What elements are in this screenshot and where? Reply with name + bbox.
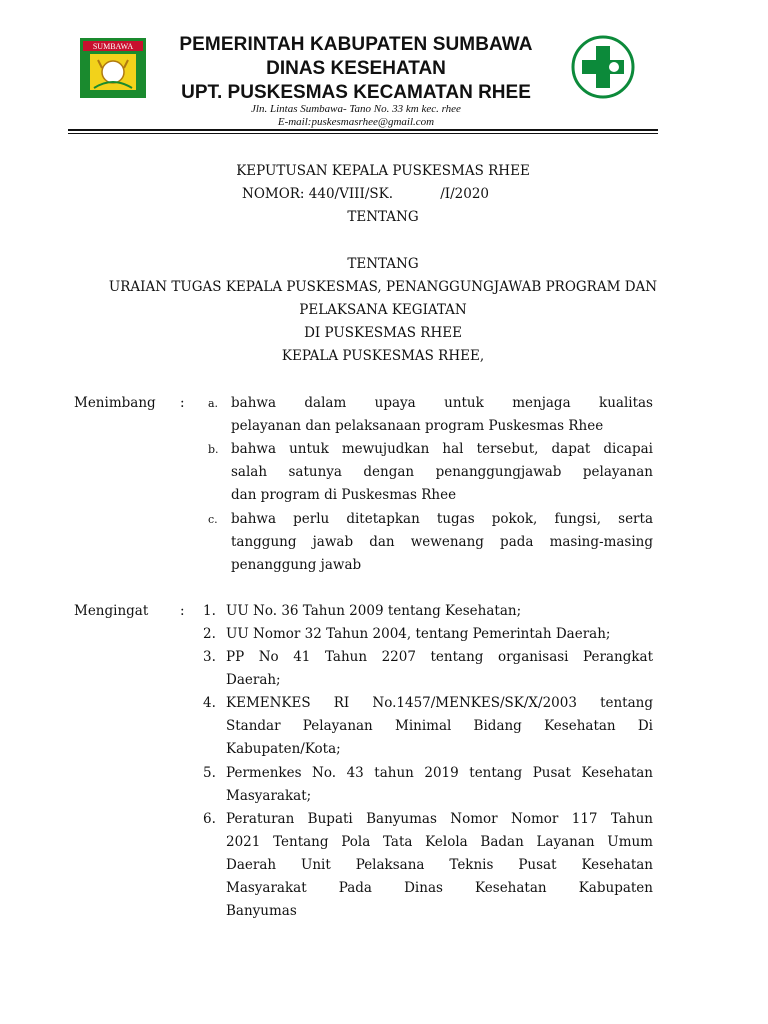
mengingat-line: UU Nomor 32 Tahun 2004, tentang Pemerintah Daerah; — [226, 626, 611, 642]
decree-subject-line-3: DI PUSKESMAS RHEE — [304, 325, 462, 341]
menimbang-line: bahwa perlu ditetapkan tugas pokok, fungsi, serta — [231, 511, 653, 527]
header-unit: UPT. PUSKESMAS KECAMATAN RHEE — [181, 82, 531, 103]
mengingat-line: Daerah; — [226, 672, 281, 688]
mengingat-marker: 6. — [203, 811, 216, 827]
mengingat-line: UU No. 36 Tahun 2009 tentang Kesehatan; — [226, 603, 522, 619]
decree-issuer: KEPALA PUSKESMAS RHEE, — [281, 348, 485, 364]
mengingat-marker: 2. — [203, 626, 216, 642]
mengingat-colon: : — [180, 603, 185, 619]
mengingat-marker: 1. — [203, 603, 216, 619]
menimbang-marker: c. — [208, 513, 218, 526]
green-cross-icon — [570, 34, 636, 100]
mengingat-marker: 4. — [203, 695, 216, 711]
sumbawa-regency-logo — [80, 38, 146, 98]
mengingat-marker: 5. — [203, 765, 216, 781]
decree-title: KEPUTUSAN KEPALA PUSKESMAS RHEE — [236, 163, 530, 179]
mengingat-label: Mengingat — [74, 603, 149, 619]
mengingat-line: KEMENKES RI No.1457/MENKES/SK/X/2003 tentang — [226, 695, 653, 711]
menimbang-marker: a. — [208, 397, 219, 410]
mengingat-line: PP No 41 Tahun 2207 tentang organisasi Perangkat — [226, 649, 653, 665]
header-government: PEMERINTAH KABUPATEN SUMBAWA — [179, 34, 533, 55]
header-divider — [68, 129, 658, 131]
mengingat-line: 2021 Tentang Pola Tata Kelola Badan Layanan Umum — [226, 834, 653, 850]
mengingat-line: Masyarakat Pada Dinas Kesehatan Kabupaten — [226, 880, 653, 896]
mengingat-marker: 3. — [203, 649, 216, 665]
menimbang-colon: : — [180, 395, 185, 411]
menimbang-line: dan program di Puskesmas Rhee — [231, 487, 457, 503]
mengingat-line: Kabupaten/Kota; — [226, 741, 341, 757]
menimbang-line: penanggung jawab — [231, 557, 362, 573]
header-department: DINAS KESEHATAN — [266, 58, 446, 79]
decree-about-2: TENTANG — [347, 256, 419, 272]
menimbang-line: pelayanan dan pelaksanaan program Puskesmas Rhee — [231, 418, 604, 434]
mengingat-line: Daerah Unit Pelaksana Teknis Pusat Kesehatan — [226, 857, 653, 873]
mengingat-line: Banyumas — [226, 903, 297, 919]
menimbang-line: salah satunya dengan penanggungjawab pelayanan — [231, 464, 653, 480]
decree-subject-line-2: PELAKSANA KEGIATAN — [299, 302, 467, 318]
header-divider-thin — [68, 133, 658, 134]
menimbang-line: bahwa dalam upaya untuk menjaga kualitas — [231, 395, 653, 411]
decree-about-1: TENTANG — [347, 209, 419, 225]
header-email: E-mail:puskesmasrhee@gmail.com — [277, 116, 435, 128]
logo-left-text: SUMBAWA — [92, 42, 134, 51]
menimbang-line: bahwa untuk mewujudkan hal tersebut, dapat dicapai — [231, 441, 653, 457]
menimbang-marker: b. — [208, 443, 219, 456]
menimbang-line: tanggung jawab dan wewenang pada masing-masing — [231, 534, 653, 550]
decree-subject-line-1: URAIAN TUGAS KEPALA PUSKESMAS, PENANGGUNGJAWAB PROGRAM DAN — [108, 279, 658, 295]
mengingat-line: Permenkes No. 43 tahun 2019 tentang Pusat Kesehatan — [226, 765, 653, 781]
mengingat-line: Standar Pelayanan Minimal Bidang Kesehatan Di — [226, 718, 653, 734]
menimbang-label: Menimbang — [74, 395, 156, 411]
header-address: Jln. Lintas Sumbawa- Tano No. 33 km kec. rhee — [251, 103, 461, 115]
decree-number: NOMOR: 440/VIII/SK. /I/2020 — [242, 186, 490, 202]
mengingat-line: Peraturan Bupati Banyumas Nomor Nomor 117 Tahun — [226, 811, 653, 827]
mengingat-line: Masyarakat; — [226, 788, 312, 804]
